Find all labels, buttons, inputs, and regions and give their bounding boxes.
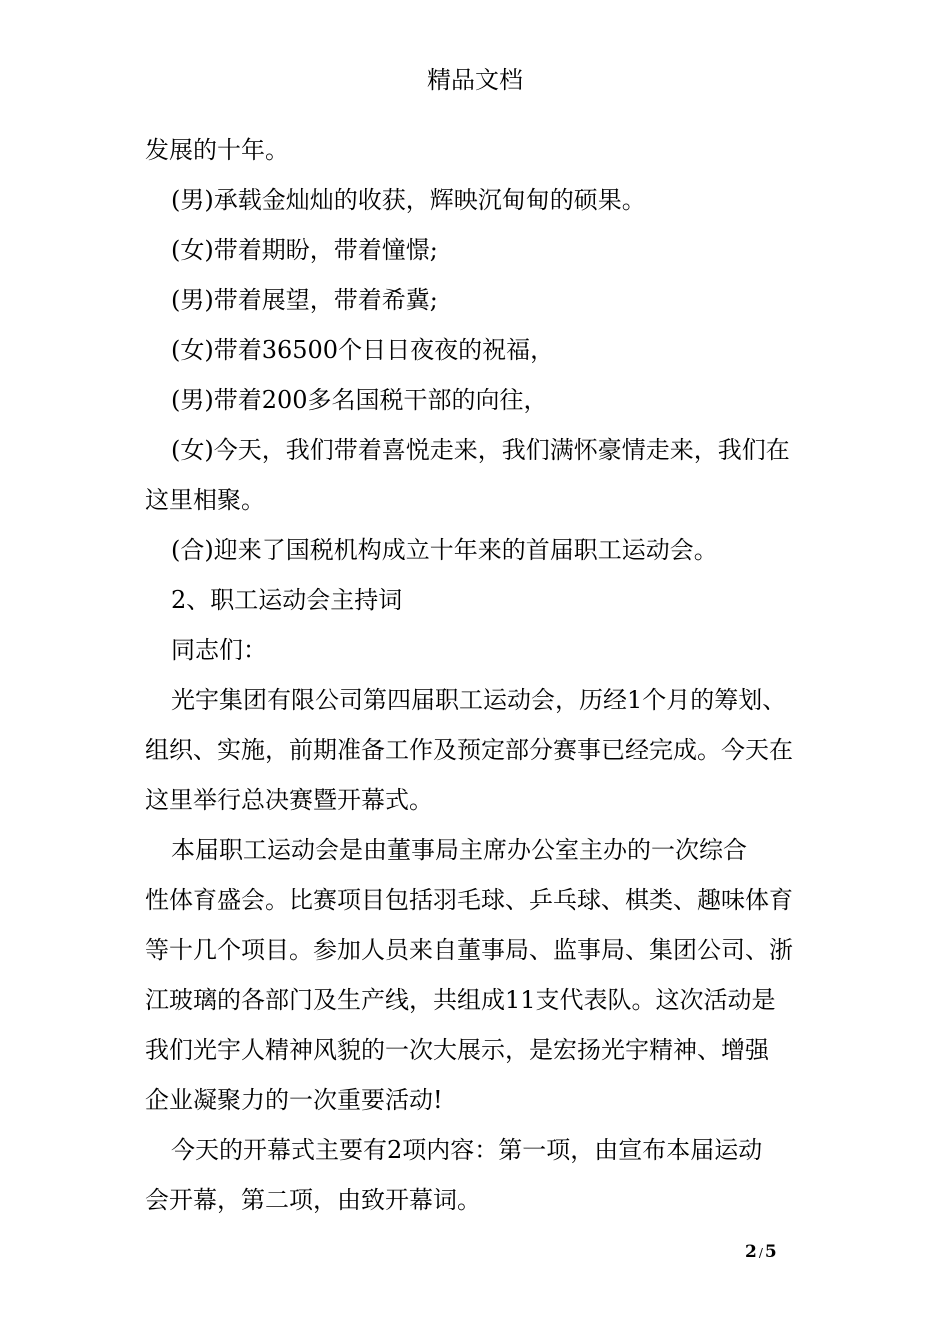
text-line: 会开幕，第二项，由致开幕词。 — [145, 1186, 481, 1214]
text-line: (女)今天，我们带着喜悦走来，我们满怀豪情走来，我们在 — [171, 436, 790, 464]
text-line: 江玻璃的各部门及生产线，共组成11支代表队。这次活动是 — [145, 986, 776, 1014]
text-line: 这里举行总决赛暨开幕式。 — [145, 786, 433, 814]
page-number-separator: / — [758, 1246, 763, 1260]
text-line: 我们光宇人精神风貌的一次大展示，是宏扬光宇精神、增强 — [145, 1036, 769, 1064]
text-line: 今天的开幕式主要有2项内容：第一项，由宣布本届运动 — [171, 1136, 763, 1164]
text-line: 发展的十年。 — [145, 136, 289, 164]
section-heading: 2、职工运动会主持词 — [171, 586, 403, 614]
text-line: 企业凝聚力的一次重要活动! — [145, 1086, 443, 1114]
text-line: (男)带着200多名国税干部的向往， — [171, 386, 548, 414]
page-number — [745, 1240, 777, 1265]
text-line: (合)迎来了国税机构成立十年来的首届职工运动会。 — [171, 536, 718, 564]
page-number-total: 5 — [764, 1242, 777, 1262]
text-line: (男)带着展望，带着希冀; — [171, 286, 438, 314]
page-header-title: 精品文档 — [427, 66, 523, 94]
text-line: 性体育盛会。比赛项目包括羽毛球、乒乓球、棋类、趣味体育 — [145, 886, 793, 914]
page-number-current: 2 — [745, 1242, 757, 1262]
text-line: (女)带着期盼，带着憧憬; — [171, 236, 438, 264]
text-line: (女)带着36500个日日夜夜的祝福， — [171, 336, 555, 364]
document-body — [145, 125, 825, 1225]
text-line: 光宇集团有限公司第四届职工运动会，历经1个月的筹划、 — [171, 686, 787, 714]
text-line: 本届职工运动会是由董事局主席办公室主办的一次综合 — [171, 836, 747, 864]
text-line: (男)承载金灿灿的收获，辉映沉甸甸的硕果。 — [171, 186, 646, 214]
text-line: 组织、实施，前期准备工作及预定部分赛事已经完成。今天在 — [145, 736, 793, 764]
text-line: 等十几个项目。参加人员来自董事局、监事局、集团公司、浙 — [145, 936, 793, 964]
text-line: 同志们： — [171, 636, 267, 664]
text-line: 这里相聚。 — [145, 486, 265, 514]
